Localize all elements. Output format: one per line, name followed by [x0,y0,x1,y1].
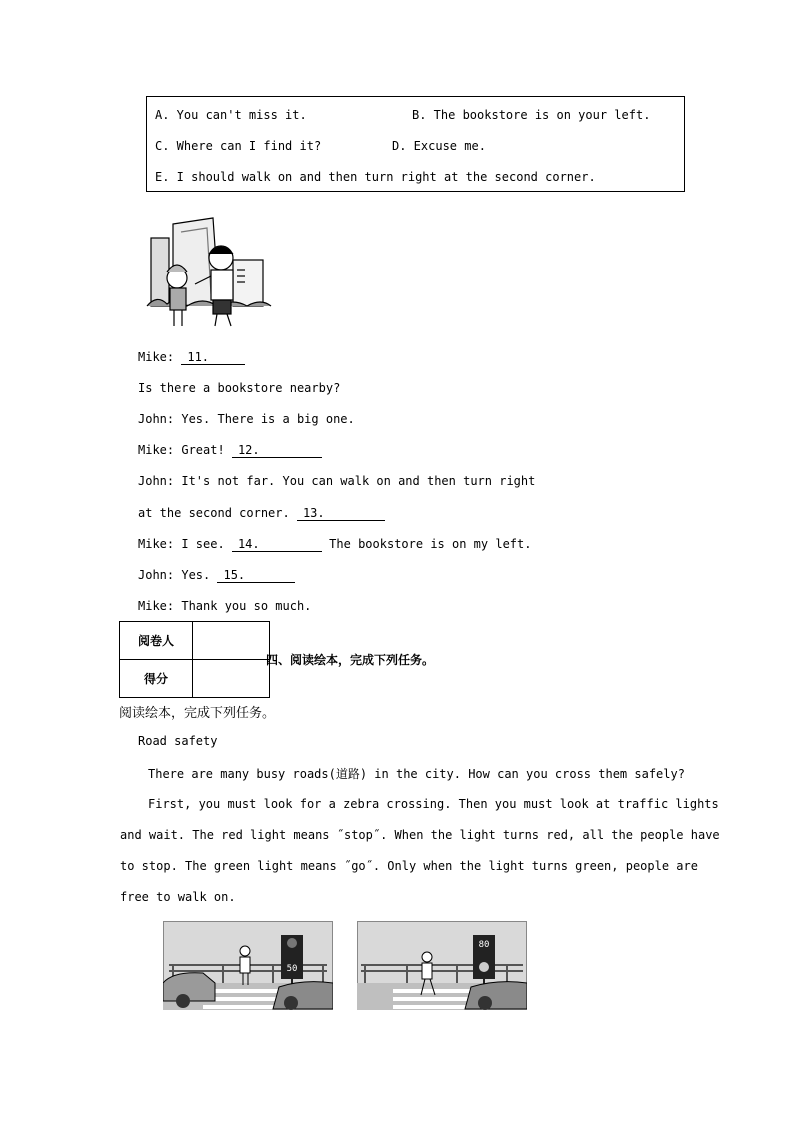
dialogue-line-13 [138,506,385,521]
reading-paragraph-2-line: and wait. The red light means ˝stop˝. When the light turns red, all the people have [120,828,720,842]
options-box [146,96,685,192]
option-a: A. You can't miss it. [155,108,307,122]
dialogue-line-14 [138,537,531,552]
dialogue-text: John: Yes. [138,568,211,582]
section-heading: 四、阅读绘本，完成下列任务。 [266,653,435,667]
score-label: 得分 [120,660,193,698]
reading-paragraph-1: There are many busy roads(道路) in the city. How can you cross them safely? [148,767,685,781]
grader-cell[interactable] [193,622,270,660]
score-table [119,621,270,698]
picture-waiting-red-light [163,921,333,1010]
section-instruction: 阅读绘本，完成下列任务。 [119,706,276,721]
score-cell[interactable] [193,660,270,698]
option-c: C. Where can I find it? [155,139,322,153]
dialogue-line-15 [138,568,295,583]
dialogue-line: Mike: Thank you so much. [138,599,312,613]
dialogue-line: John: It's not far. You can walk on and then turn right [138,474,536,488]
speaker-mike: Mike: [138,350,175,364]
blank-14[interactable]: 14. [232,537,322,552]
reading-paragraph-2-line: free to walk on. [120,890,236,904]
dialogue-line: John: Yes. There is a big one. [138,412,355,426]
picture-walking-green-light [357,921,527,1010]
blank-11[interactable]: 11. [181,350,245,365]
reading-paragraph-2-line: to stop. The green light means ˝go˝. Only when the light turns green, people are [120,859,698,873]
dialogue-text: at the second corner. [138,506,290,520]
dialogue-text: Mike: I see. [138,537,225,551]
blank-13[interactable]: 13. [297,506,385,521]
dialogue-line-11 [138,350,245,365]
reading-paragraph-2-line: First, you must look for a zebra crossing. Then you must look at traffic lights [148,797,719,811]
dialogue-line: Is there a bookstore nearby? [138,381,341,395]
dialogue-illustration [143,214,275,332]
dialogue-text: Mike: Great! [138,443,225,457]
signal-countdown: 80 [478,940,490,950]
signal-countdown: 50 [286,964,298,974]
option-d: D. Excuse me. [392,139,486,153]
option-e: E. I should walk on and then turn right at the second corner. [155,170,596,184]
grader-label: 阅卷人 [120,622,193,660]
blank-15[interactable]: 15. [217,568,295,583]
blank-12[interactable]: 12. [232,443,322,458]
dialogue-text: The bookstore is on my left. [329,537,532,551]
option-b: B. The bookstore is on your left. [412,108,651,122]
dialogue-line-12 [138,443,322,458]
reading-title: Road safety [138,734,218,748]
